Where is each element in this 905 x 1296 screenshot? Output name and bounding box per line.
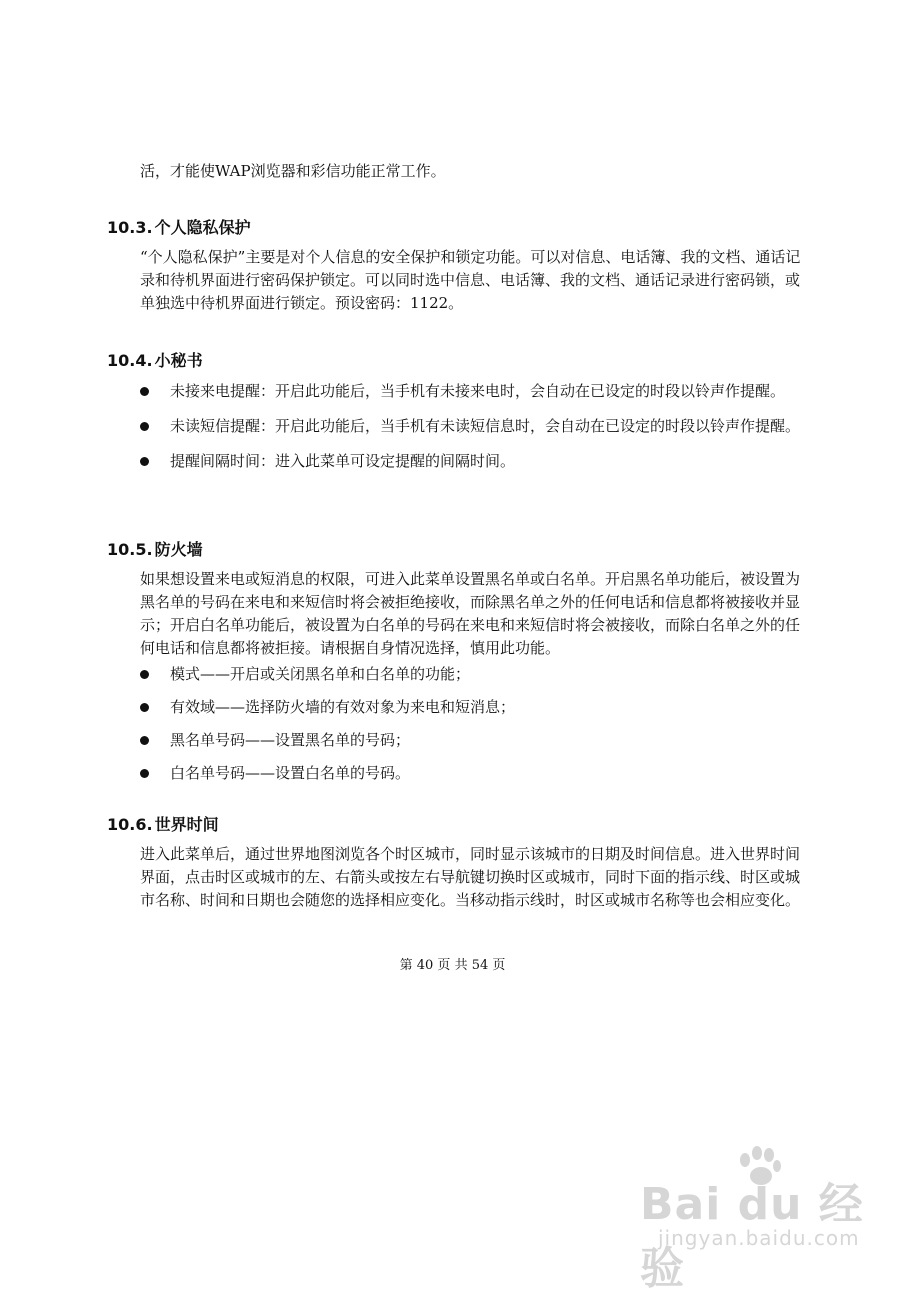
secretary-list [140, 380, 808, 473]
section-title: 小秘书 [154, 351, 203, 370]
bullet-icon [140, 670, 149, 679]
list-item-text: 有效域——选择防火墙的有效对象为来电和短消息； [170, 698, 516, 716]
bullet-icon [140, 769, 149, 778]
bullet-icon [140, 703, 149, 712]
list-item [140, 663, 808, 686]
firewall-paragraph: 如果想设置来电或短消息的权限，可进入此菜单设置黑名单或白名单。开启黑名单功能后，被设置为黑名单的号码在来电和来短信时将会被拒绝接收，而除黑名单之外的任何电话和信息都将被接收并显示；开启白名单功能后，被设置为白名单的号码在来电和来短信时将会被接收，而除白名单之外的任何电话和信息都将被拒接。请根据自身情况选择，慎用此功能。 [140, 570, 801, 657]
world-time-paragraph: 进入此菜单后，通过世界地图浏览各个时区城市，同时显示该城市的日期及时间信息。进入世界时间界面，点击时区或城市的左、右箭头或按左右导航键切换时区或城市，同时下面的指示线、时区或城市名称、时间和日期也会随您的选择相应变化。当移动指示线时，时区或城市名称等也会相应变化。 [140, 845, 801, 909]
section-number: 10.3. [107, 218, 153, 237]
list-item [140, 762, 808, 785]
section-title: 个人隐私保护 [154, 218, 251, 237]
intro-paragraph-tail: 活，才能使WAP浏览器和彩信功能正常工作。 [140, 162, 446, 180]
section-heading-privacy [107, 217, 251, 239]
watermark-logo: Bai du 经验 [640, 1179, 864, 1294]
page-footer: 第 40 页 共 54 页 [399, 958, 506, 973]
watermark-url: jingyan.baidu.com [658, 1226, 860, 1250]
list-item-text: 未接来电提醒：开启此功能后，当手机有未接来电时，会自动在已设定的时段以铃声作提醒。 [170, 382, 786, 400]
list-item [140, 729, 808, 752]
list-item-text: 未读短信提醒：开启此功能后，当手机有未读短信息时，会自动在已设定的时段以铃声作提醒。 [170, 417, 801, 435]
section-heading-secretary [107, 350, 203, 372]
list-item [140, 696, 808, 719]
section-number: 10.5. [107, 540, 153, 559]
bullet-icon [140, 457, 149, 466]
section-heading-world-time [107, 814, 219, 836]
baidu-jingyan-watermark [640, 1168, 880, 1294]
firewall-list [140, 663, 808, 785]
section-title: 防火墙 [154, 540, 203, 559]
section-heading-firewall [107, 539, 203, 561]
bullet-icon [140, 387, 149, 396]
section-number: 10.6. [107, 815, 153, 834]
bullet-icon [140, 736, 149, 745]
bullet-icon [140, 422, 149, 431]
list-item [140, 450, 808, 473]
section-number: 10.4. [107, 351, 153, 370]
privacy-paragraph: “个人隐私保护”主要是对个人信息的安全保护和锁定功能。可以对信息、电话簿、我的文档、通话记录和待机界面进行密码保护锁定。可以同时选中信息、电话簿、我的文档、通话记录进行密码锁，或单独选中待机界面进行锁定。预设密码：1122。 [140, 248, 801, 312]
list-item-text: 黑名单号码——设置黑名单的号码； [170, 731, 411, 749]
list-item [140, 415, 808, 438]
list-item-text: 白名单号码——设置白名单的号码。 [170, 764, 411, 782]
section-title: 世界时间 [154, 815, 219, 834]
list-item [140, 380, 808, 403]
list-item-text: 模式——开启或关闭黑名单和白名单的功能； [170, 665, 471, 683]
list-item-text: 提醒间隔时间：进入此菜单可设定提醒的间隔时间。 [170, 452, 516, 470]
